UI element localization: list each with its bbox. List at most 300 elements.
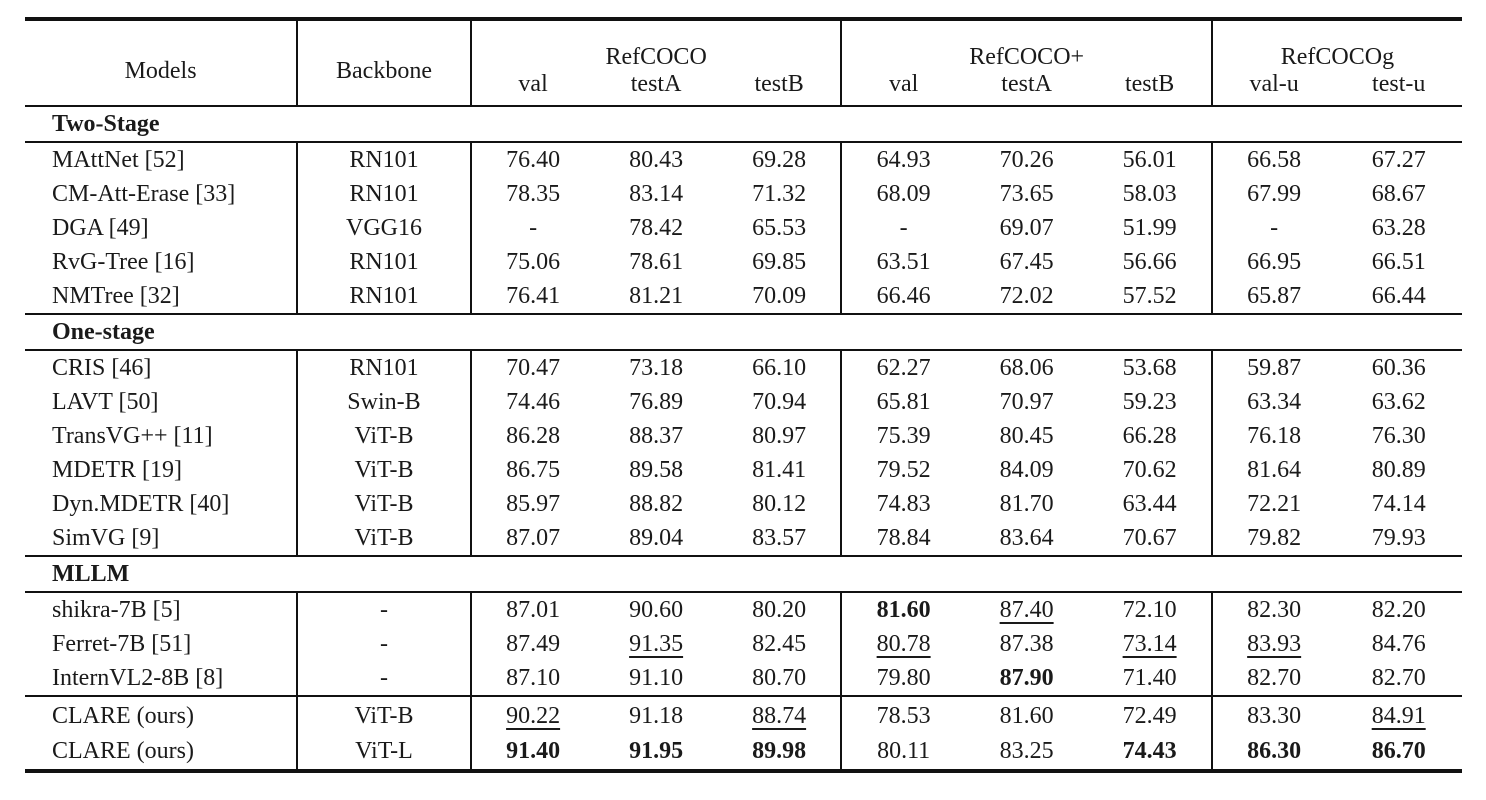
score-value: 73.14 [1122, 630, 1177, 657]
table-row [25, 696, 1462, 733]
table-row [25, 350, 1462, 385]
model-name: CRIS [46] [25, 350, 297, 385]
score-cell [718, 211, 842, 245]
score-cell [841, 419, 965, 453]
score-value: - [899, 214, 908, 241]
score-cell [471, 696, 595, 733]
score-cell [1212, 733, 1336, 771]
score-value: 70.62 [1122, 456, 1177, 483]
header-models: Models [25, 19, 297, 106]
score-value: 87.10 [506, 664, 561, 691]
score-value: 81.64 [1247, 456, 1302, 483]
score-cell [965, 453, 1089, 487]
header-subcol: testB [1088, 71, 1212, 106]
model-name: RvG-Tree [16] [25, 245, 297, 279]
score-value: 68.09 [876, 180, 931, 207]
backbone-cell: ViT-B [297, 487, 471, 521]
score-cell [1088, 487, 1212, 521]
header-group-refcocog: RefCOCOg [1212, 19, 1462, 71]
score-value: 83.93 [1247, 630, 1302, 657]
score-cell [1088, 521, 1212, 556]
score-value: 87.01 [506, 596, 561, 623]
score-cell [471, 245, 595, 279]
score-value: 65.53 [752, 214, 807, 241]
score-cell [1335, 487, 1462, 521]
score-cell [718, 696, 842, 733]
score-value: 66.44 [1371, 282, 1426, 309]
score-cell [1212, 627, 1336, 661]
score-cell [1088, 453, 1212, 487]
score-value: 76.41 [506, 282, 561, 309]
score-cell [1212, 661, 1336, 696]
table-row [25, 453, 1462, 487]
score-cell [471, 350, 595, 385]
score-value: 68.06 [999, 354, 1054, 381]
table-row [25, 385, 1462, 419]
score-cell [594, 279, 718, 314]
table-row [25, 211, 1462, 245]
score-value: 78.61 [629, 248, 684, 275]
score-value: 70.47 [506, 354, 561, 381]
score-cell [718, 419, 842, 453]
score-cell [1212, 419, 1336, 453]
backbone-cell: - [297, 627, 471, 661]
model-name: CLARE (ours) [25, 733, 297, 771]
score-cell [1212, 521, 1336, 556]
score-cell [1335, 350, 1462, 385]
score-value: 82.70 [1371, 664, 1426, 691]
score-cell [965, 385, 1089, 419]
score-value: 81.41 [752, 456, 807, 483]
score-value: 69.85 [752, 248, 807, 275]
score-cell [965, 245, 1089, 279]
score-value: 89.98 [752, 737, 807, 764]
score-cell [841, 142, 965, 177]
backbone-cell: ViT-B [297, 419, 471, 453]
score-value: 68.67 [1371, 180, 1426, 207]
score-cell [1335, 453, 1462, 487]
model-name: CLARE (ours) [25, 696, 297, 733]
score-value: 66.10 [752, 354, 807, 381]
score-cell [471, 521, 595, 556]
score-value: 67.27 [1371, 146, 1426, 173]
score-cell [1335, 177, 1462, 211]
score-cell [594, 142, 718, 177]
score-value: 80.70 [752, 664, 807, 691]
score-cell [1335, 592, 1462, 627]
table-row [25, 279, 1462, 314]
backbone-cell: Swin-B [297, 385, 471, 419]
score-cell [1088, 177, 1212, 211]
score-value: 76.89 [629, 388, 684, 415]
score-value: 80.11 [877, 737, 931, 764]
score-cell [1088, 419, 1212, 453]
score-value: 66.46 [876, 282, 931, 309]
score-value: 74.14 [1371, 490, 1426, 517]
score-cell [841, 350, 965, 385]
score-cell [841, 385, 965, 419]
score-value: 66.51 [1371, 248, 1426, 275]
score-cell [1212, 211, 1336, 245]
score-value: 86.30 [1247, 737, 1302, 764]
score-value: 65.87 [1247, 282, 1302, 309]
section-header-row [25, 556, 1462, 592]
score-cell [471, 487, 595, 521]
score-cell [471, 453, 595, 487]
score-cell [841, 627, 965, 661]
score-cell [1335, 142, 1462, 177]
score-cell [965, 696, 1089, 733]
score-cell [594, 177, 718, 211]
score-value: 88.37 [629, 422, 684, 449]
score-value: 58.03 [1122, 180, 1177, 207]
header-subcol: val [841, 71, 965, 106]
score-value: 69.28 [752, 146, 807, 173]
score-value: 90.22 [506, 702, 561, 729]
model-name: DGA [49] [25, 211, 297, 245]
score-value: 78.42 [629, 214, 684, 241]
model-name: TransVG++ [11] [25, 419, 297, 453]
score-value: 73.18 [629, 354, 684, 381]
score-value: 91.40 [506, 737, 561, 764]
score-cell [471, 385, 595, 419]
score-value: 70.09 [752, 282, 807, 309]
score-value: 75.39 [876, 422, 931, 449]
score-cell [1088, 661, 1212, 696]
score-cell [841, 661, 965, 696]
score-cell [594, 521, 718, 556]
score-value: 69.07 [999, 214, 1054, 241]
score-cell [1335, 661, 1462, 696]
score-cell [718, 142, 842, 177]
score-cell [841, 245, 965, 279]
score-cell [1088, 245, 1212, 279]
score-value: 70.97 [999, 388, 1054, 415]
score-value: 71.40 [1122, 664, 1177, 691]
score-cell [718, 627, 842, 661]
score-value: 64.93 [876, 146, 931, 173]
score-value: 80.45 [999, 422, 1054, 449]
score-cell [718, 487, 842, 521]
table-row [25, 627, 1462, 661]
score-value: 76.40 [506, 146, 561, 173]
table-row [25, 245, 1462, 279]
score-value: 84.91 [1371, 702, 1426, 729]
score-value: 63.51 [876, 248, 931, 275]
score-cell [1212, 245, 1336, 279]
score-value: - [1270, 214, 1279, 241]
score-value: 87.38 [999, 630, 1054, 657]
score-cell [471, 177, 595, 211]
table-row [25, 142, 1462, 177]
score-value: 79.52 [876, 456, 931, 483]
score-value: 79.82 [1247, 524, 1302, 551]
score-cell [594, 592, 718, 627]
score-value: 60.36 [1371, 354, 1426, 381]
score-value: 72.21 [1247, 490, 1302, 517]
score-value: 75.06 [506, 248, 561, 275]
score-value: 91.35 [629, 630, 684, 657]
results-table [25, 17, 1462, 773]
score-cell [594, 733, 718, 771]
score-value: 80.43 [629, 146, 684, 173]
backbone-cell: RN101 [297, 279, 471, 314]
table-row [25, 177, 1462, 211]
score-value: 87.07 [506, 524, 561, 551]
model-name: LAVT [50] [25, 385, 297, 419]
score-value: 66.28 [1122, 422, 1177, 449]
score-cell [718, 385, 842, 419]
score-cell [1212, 385, 1336, 419]
score-cell [1335, 245, 1462, 279]
table-row [25, 592, 1462, 627]
score-cell [841, 279, 965, 314]
score-cell [471, 419, 595, 453]
score-cell [471, 733, 595, 771]
score-value: 72.10 [1122, 596, 1177, 623]
score-value: 72.02 [999, 282, 1054, 309]
score-value: 82.30 [1247, 596, 1302, 623]
score-cell [471, 211, 595, 245]
score-value: 82.70 [1247, 664, 1302, 691]
model-name: InternVL2-8B [8] [25, 661, 297, 696]
score-cell [471, 661, 595, 696]
score-value: 82.20 [1371, 596, 1426, 623]
score-value: 88.74 [752, 702, 807, 729]
score-value: 63.44 [1122, 490, 1177, 517]
score-cell [718, 453, 842, 487]
score-value: 70.94 [752, 388, 807, 415]
score-value: 80.20 [752, 596, 807, 623]
score-cell [965, 211, 1089, 245]
backbone-cell: RN101 [297, 142, 471, 177]
score-cell [594, 453, 718, 487]
score-cell [718, 350, 842, 385]
score-cell [965, 592, 1089, 627]
backbone-cell: RN101 [297, 177, 471, 211]
score-cell [1335, 419, 1462, 453]
score-value: 84.09 [999, 456, 1054, 483]
score-value: 70.26 [999, 146, 1054, 173]
score-cell [718, 245, 842, 279]
model-name: NMTree [32] [25, 279, 297, 314]
table-row [25, 487, 1462, 521]
section-title: MLLM [25, 556, 1462, 592]
score-cell [1335, 521, 1462, 556]
score-value: 78.84 [876, 524, 931, 551]
score-cell [965, 419, 1089, 453]
score-value: 80.78 [876, 630, 931, 657]
score-cell [718, 661, 842, 696]
score-cell [1335, 696, 1462, 733]
score-value: 62.27 [876, 354, 931, 381]
score-value: 74.46 [506, 388, 561, 415]
score-value: 91.18 [629, 702, 684, 729]
score-cell [471, 279, 595, 314]
header-backbone: Backbone [297, 19, 471, 106]
score-value: 67.45 [999, 248, 1054, 275]
score-value: 76.18 [1247, 422, 1302, 449]
score-value: 57.52 [1122, 282, 1177, 309]
score-value: 81.60 [876, 596, 931, 623]
score-cell [1088, 627, 1212, 661]
score-cell [965, 177, 1089, 211]
score-value: 74.83 [876, 490, 931, 517]
score-value: 51.99 [1122, 214, 1177, 241]
score-value: 91.10 [629, 664, 684, 691]
score-cell [841, 453, 965, 487]
score-cell [841, 592, 965, 627]
score-value: 86.70 [1371, 737, 1426, 764]
header-row-groups [25, 19, 1462, 71]
backbone-cell: RN101 [297, 245, 471, 279]
model-name: Ferret-7B [51] [25, 627, 297, 661]
score-cell [594, 487, 718, 521]
score-value: 79.80 [876, 664, 931, 691]
score-cell [965, 521, 1089, 556]
score-cell [1088, 350, 1212, 385]
score-cell [841, 733, 965, 771]
score-value: 83.57 [752, 524, 807, 551]
score-cell [841, 487, 965, 521]
score-value: 87.49 [506, 630, 561, 657]
score-cell [594, 385, 718, 419]
table-row [25, 661, 1462, 696]
score-cell [1212, 696, 1336, 733]
score-cell [965, 279, 1089, 314]
score-cell [841, 521, 965, 556]
score-cell [718, 592, 842, 627]
score-cell [594, 661, 718, 696]
score-value: 81.60 [999, 702, 1054, 729]
score-value: 73.65 [999, 180, 1054, 207]
section-header-row [25, 106, 1462, 142]
score-cell [471, 627, 595, 661]
score-cell [1212, 453, 1336, 487]
score-cell [1335, 627, 1462, 661]
model-name: SimVG [9] [25, 521, 297, 556]
score-value: 89.04 [629, 524, 684, 551]
score-value: 86.28 [506, 422, 561, 449]
score-value: 56.66 [1122, 248, 1177, 275]
score-value: - [529, 214, 538, 241]
table-row [25, 419, 1462, 453]
score-value: 63.28 [1371, 214, 1426, 241]
score-cell [1212, 142, 1336, 177]
backbone-cell: - [297, 592, 471, 627]
score-cell [1212, 279, 1336, 314]
score-cell [1088, 592, 1212, 627]
score-value: 78.35 [506, 180, 561, 207]
score-value: 83.25 [999, 737, 1054, 764]
score-value: 74.43 [1122, 737, 1177, 764]
score-cell [718, 177, 842, 211]
score-value: 87.90 [999, 664, 1054, 691]
score-value: 66.58 [1247, 146, 1302, 173]
score-value: 65.81 [876, 388, 931, 415]
score-cell [965, 350, 1089, 385]
section-title: One-stage [25, 314, 1462, 350]
header-group-refcoco-plus: RefCOCO+ [841, 19, 1212, 71]
section-title: Two-Stage [25, 106, 1462, 142]
score-value: 56.01 [1122, 146, 1177, 173]
score-value: 80.97 [752, 422, 807, 449]
backbone-cell: ViT-B [297, 696, 471, 733]
score-value: 88.82 [629, 490, 684, 517]
model-name: shikra-7B [5] [25, 592, 297, 627]
score-cell [594, 419, 718, 453]
score-value: 80.89 [1371, 456, 1426, 483]
score-cell [841, 211, 965, 245]
backbone-cell: ViT-B [297, 453, 471, 487]
score-value: 66.95 [1247, 248, 1302, 275]
score-cell [471, 142, 595, 177]
header-subcol: val [471, 71, 595, 106]
score-value: 67.99 [1247, 180, 1302, 207]
score-cell [1088, 142, 1212, 177]
model-name: MDETR [19] [25, 453, 297, 487]
model-name: Dyn.MDETR [40] [25, 487, 297, 521]
score-value: 63.34 [1247, 388, 1302, 415]
score-value: 82.45 [752, 630, 807, 657]
score-cell [1335, 211, 1462, 245]
backbone-cell: RN101 [297, 350, 471, 385]
score-cell [841, 177, 965, 211]
score-cell [718, 733, 842, 771]
score-cell [1212, 350, 1336, 385]
score-cell [471, 592, 595, 627]
table-body [25, 106, 1462, 771]
score-cell [1212, 177, 1336, 211]
table-row [25, 733, 1462, 771]
score-value: 91.95 [629, 737, 684, 764]
score-value: 59.87 [1247, 354, 1302, 381]
score-value: 85.97 [506, 490, 561, 517]
score-value: 84.76 [1371, 630, 1426, 657]
score-cell [594, 696, 718, 733]
score-cell [1335, 385, 1462, 419]
score-value: 90.60 [629, 596, 684, 623]
score-cell [594, 627, 718, 661]
score-value: 87.40 [999, 596, 1054, 623]
score-value: 79.93 [1371, 524, 1426, 551]
score-value: 83.14 [629, 180, 684, 207]
section-header-row [25, 314, 1462, 350]
score-value: 78.53 [876, 702, 931, 729]
score-value: 63.62 [1371, 388, 1426, 415]
score-cell [1212, 592, 1336, 627]
header-subcol: testB [718, 71, 842, 106]
score-value: 89.58 [629, 456, 684, 483]
model-name: MAttNet [52] [25, 142, 297, 177]
score-value: 81.21 [629, 282, 684, 309]
score-cell [841, 696, 965, 733]
score-value: 83.30 [1247, 702, 1302, 729]
score-value: 70.67 [1122, 524, 1177, 551]
score-cell [594, 245, 718, 279]
score-value: 59.23 [1122, 388, 1177, 415]
score-value: 71.32 [752, 180, 807, 207]
score-cell [1088, 279, 1212, 314]
backbone-cell: - [297, 661, 471, 696]
score-cell [718, 279, 842, 314]
score-value: 72.49 [1122, 702, 1177, 729]
score-cell [1088, 385, 1212, 419]
score-value: 83.64 [999, 524, 1054, 551]
score-cell [1212, 487, 1336, 521]
score-value: 80.12 [752, 490, 807, 517]
backbone-cell: ViT-L [297, 733, 471, 771]
